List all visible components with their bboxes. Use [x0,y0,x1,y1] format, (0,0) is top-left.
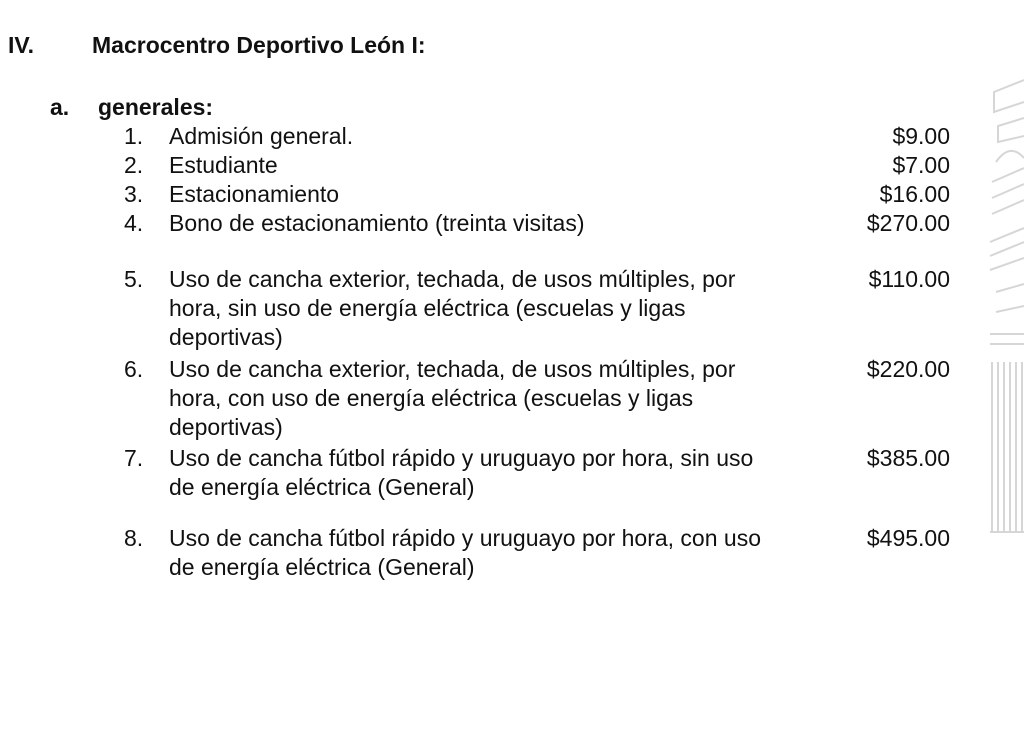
fee-item-number: 2. [124,152,144,178]
subsection-letter: a. [50,94,70,120]
fee-item-number: 4. [124,210,144,236]
fee-item-number: 6. [124,356,144,382]
subsection-title: generales: [98,94,214,120]
fee-item-description: Uso de cancha exterior, techada, de usos múltiples, por hora, con uso de energía eléctrica (escuelas y ligas deportivas) [169,356,736,440]
fee-item-description: Estudiante [169,152,278,178]
fee-item-price: $110.00 [868,266,950,292]
fee-item-number: 8. [124,525,144,551]
fee-item-description: Uso de cancha fútbol rápido y uruguayo por hora, con uso de energía eléctrica (General) [169,525,761,580]
fee-item-price: $16.00 [879,181,950,207]
fee-item-description: Uso de cancha exterior, techada, de usos múltiples, por hora, sin uso de energía eléctrica (escuelas y ligas deportivas) [169,266,736,350]
fee-item-number: 1. [124,123,144,149]
fee-item-price: $495.00 [866,525,950,551]
fee-item-number: 3. [124,181,144,207]
fee-item-price: $270.00 [866,210,950,236]
fee-item-description: Uso de cancha fútbol rápido y uruguayo por hora, sin uso de energía eléctrica (General) [169,445,754,500]
fee-item-number: 7. [124,445,144,471]
fee-item-price: $385.00 [866,445,950,471]
building-emblem-watermark-icon [986,72,1024,542]
fee-item-description: Admisión general. [169,123,354,149]
fee-item-price: $9.00 [892,123,950,149]
fee-item-number: 5. [124,266,144,292]
fee-item-description: Estacionamiento [169,181,340,207]
fee-item-price: $7.00 [892,152,950,178]
fee-item-description: Bono de estacionamiento (treinta visitas) [169,210,585,236]
section-numeral: IV. [8,32,35,58]
fee-item-price: $220.00 [866,356,950,382]
section-title: Macrocentro Deportivo León I: [92,32,426,58]
